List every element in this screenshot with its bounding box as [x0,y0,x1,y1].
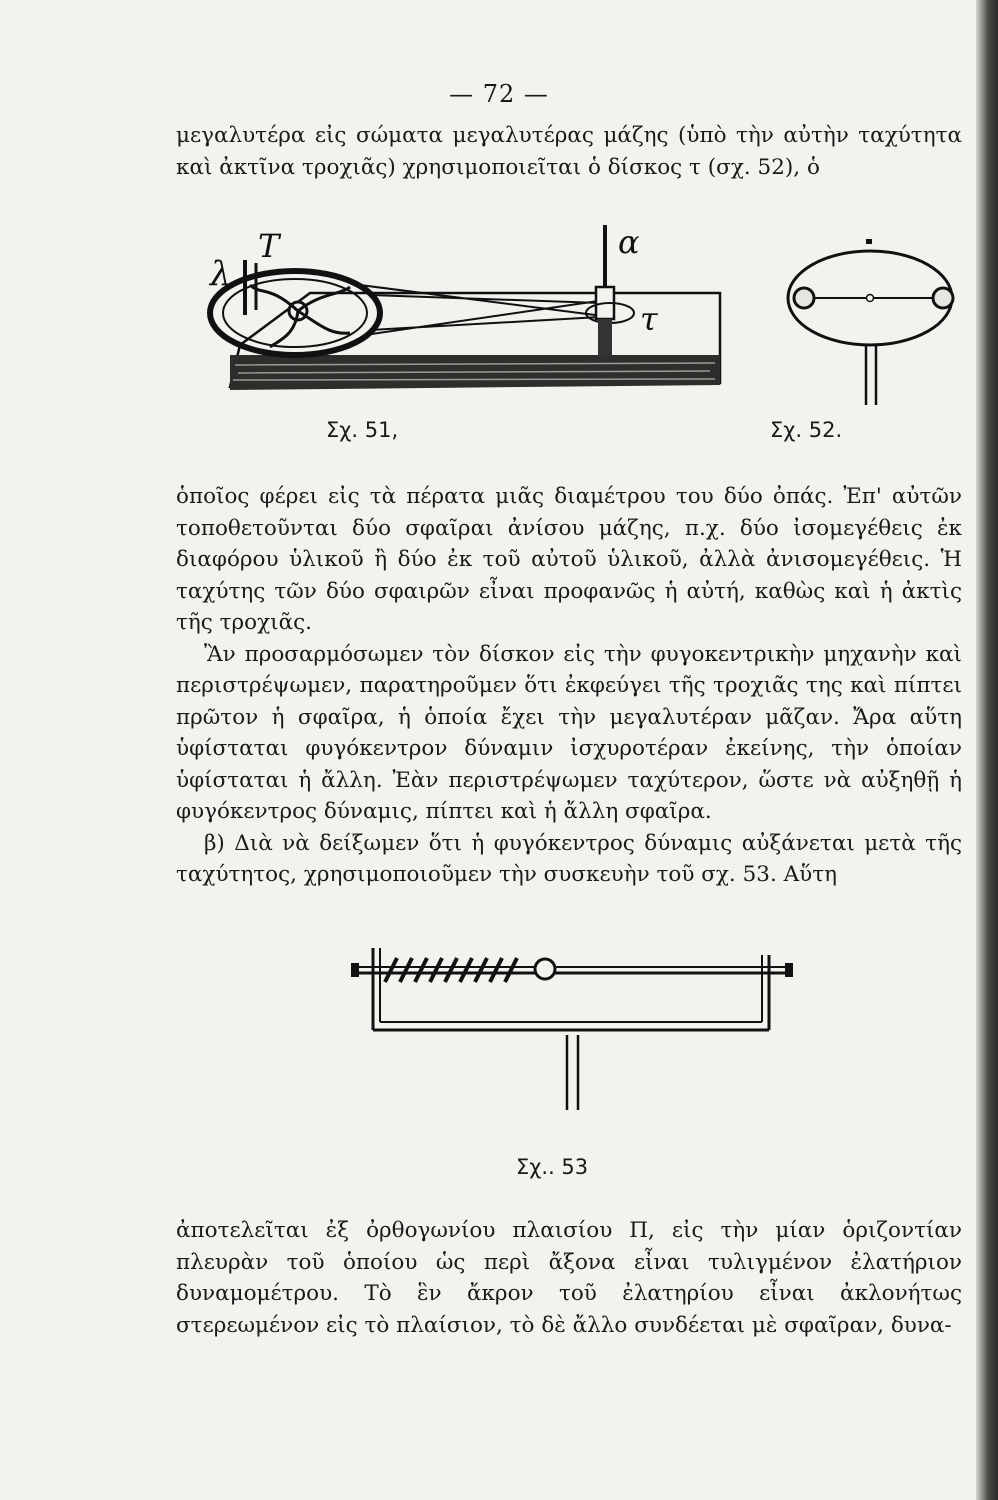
sphere-left [794,288,814,308]
fig52-caption: Σχ. 52. [770,418,843,442]
label-lambda: λ [210,254,232,294]
page-number: — 72 — [449,80,549,108]
paragraph-frame [176,1215,962,1341]
label-T: T [258,227,280,265]
paragraph-disk-text: ὁποῖος φέρει εἰς τὰ πέρατα μιᾶς διαμέτρου του δύο ὀπάς. Ἐπ' αὐτῶν τοποθετοῦνται δύο σφαῖραι ἀνίσου μάζης, π.χ. δύο ἰσομεγέθεις ἐκ διαφόρου ὑλικοῦ ἢ δύο ἐκ τοῦ αὐτοῦ ὑλικοῦ, ἀλλὰ ἀνισομεγέθεις. Ἡ ταχύτης τῶν δύο σφαιρῶν εἶναι προφανῶς ἡ αὐτή, καθὼς καὶ ἡ ἀκτὶς τῆς τροχιᾶς. [176,484,962,635]
figure-53-spring-frame-diagram [345,940,805,1130]
figure-52-disk-diagram [782,235,967,410]
paragraph-disk [176,481,962,891]
fig53-caption: Σχ.. 53 [516,1155,589,1179]
paragraph-intro [176,120,962,183]
figure-51-centrifuge-diagram [200,215,740,415]
spring-coil [385,958,517,982]
page-edge-shadow [976,0,998,1500]
label-tau: τ [640,300,658,338]
fig51-caption: Σχ. 51, [326,418,399,442]
paragraph-frame-text: ἀποτελεῖται ἐξ ὀρθογωνίου πλαισίου Π, εἰς τὴν μίαν ὁριζοντίαν πλευρὰν τοῦ ὁποίου ὡς περὶ ἄξονα εἶναι τυλιγμένον ἐλατήριον δυναμομέτρου. Τὸ ἓν ἄκρον τοῦ ἐλατηρίου εἶναι ἀκλονήτως στερεωμένον εἰς τὸ πλαίσιον, τὸ δὲ ἄλλο συνδέεται μὲ σφαῖραν, δυνα- [176,1218,962,1338]
sphere-right [933,288,953,308]
paragraph-centrifuge-text: Ἂν προσαρμόσωμεν τὸν δίσκον εἰς τὴν φυγοκεντρικὴν μηχανὴν καὶ περιστρέψωμεν, παρατηροῦμεν ὅτι ἐκφεύγει τῆς τροχιᾶς της καὶ πίπτει πρῶτον ἡ σφαῖρα, ἡ ὁποία ἔχει τὴν μεγαλυτέραν μᾶζαν. Ἄρα αὕτη ὑφίσταται φυγόκεντρον δύναμιν ἰσχυροτέραν ἐκείνης, τὴν ὁποίαν ὑφίσταται ἡ ἄλλη. Ἐὰν περιστρέψωμεν ταχύτερον, ὥστε νὰ αὐξηθῇ ἡ φυγόκεντρος δύναμις, πίπτει καὶ ἡ ἄλλη σφαῖρα. [176,641,962,824]
paragraph-intro-text: μεγαλυτέρα εἰς σώματα μεγαλυτέρας μάζης (ὑπὸ τὴν αὐτὴν ταχύτητα καὶ ἀκτῖνα τροχιᾶς) χρησιμοποιεῖται ὁ δίσκος τ (σχ. 52), ὁ [176,123,962,180]
paragraph-velocity-text: β) Διὰ νὰ δείξωμεν ὅτι ἡ φυγόκεντρος δύναμις αὐξάνεται μετὰ τῆς ταχύτητος, χρησιμοποιοῦμεν τὴν συσκευὴν τοῦ σχ. 53. Αὕτη [176,830,962,887]
sphere [535,959,555,979]
label-alpha: α [618,223,640,261]
spindle-clamp [598,319,612,357]
